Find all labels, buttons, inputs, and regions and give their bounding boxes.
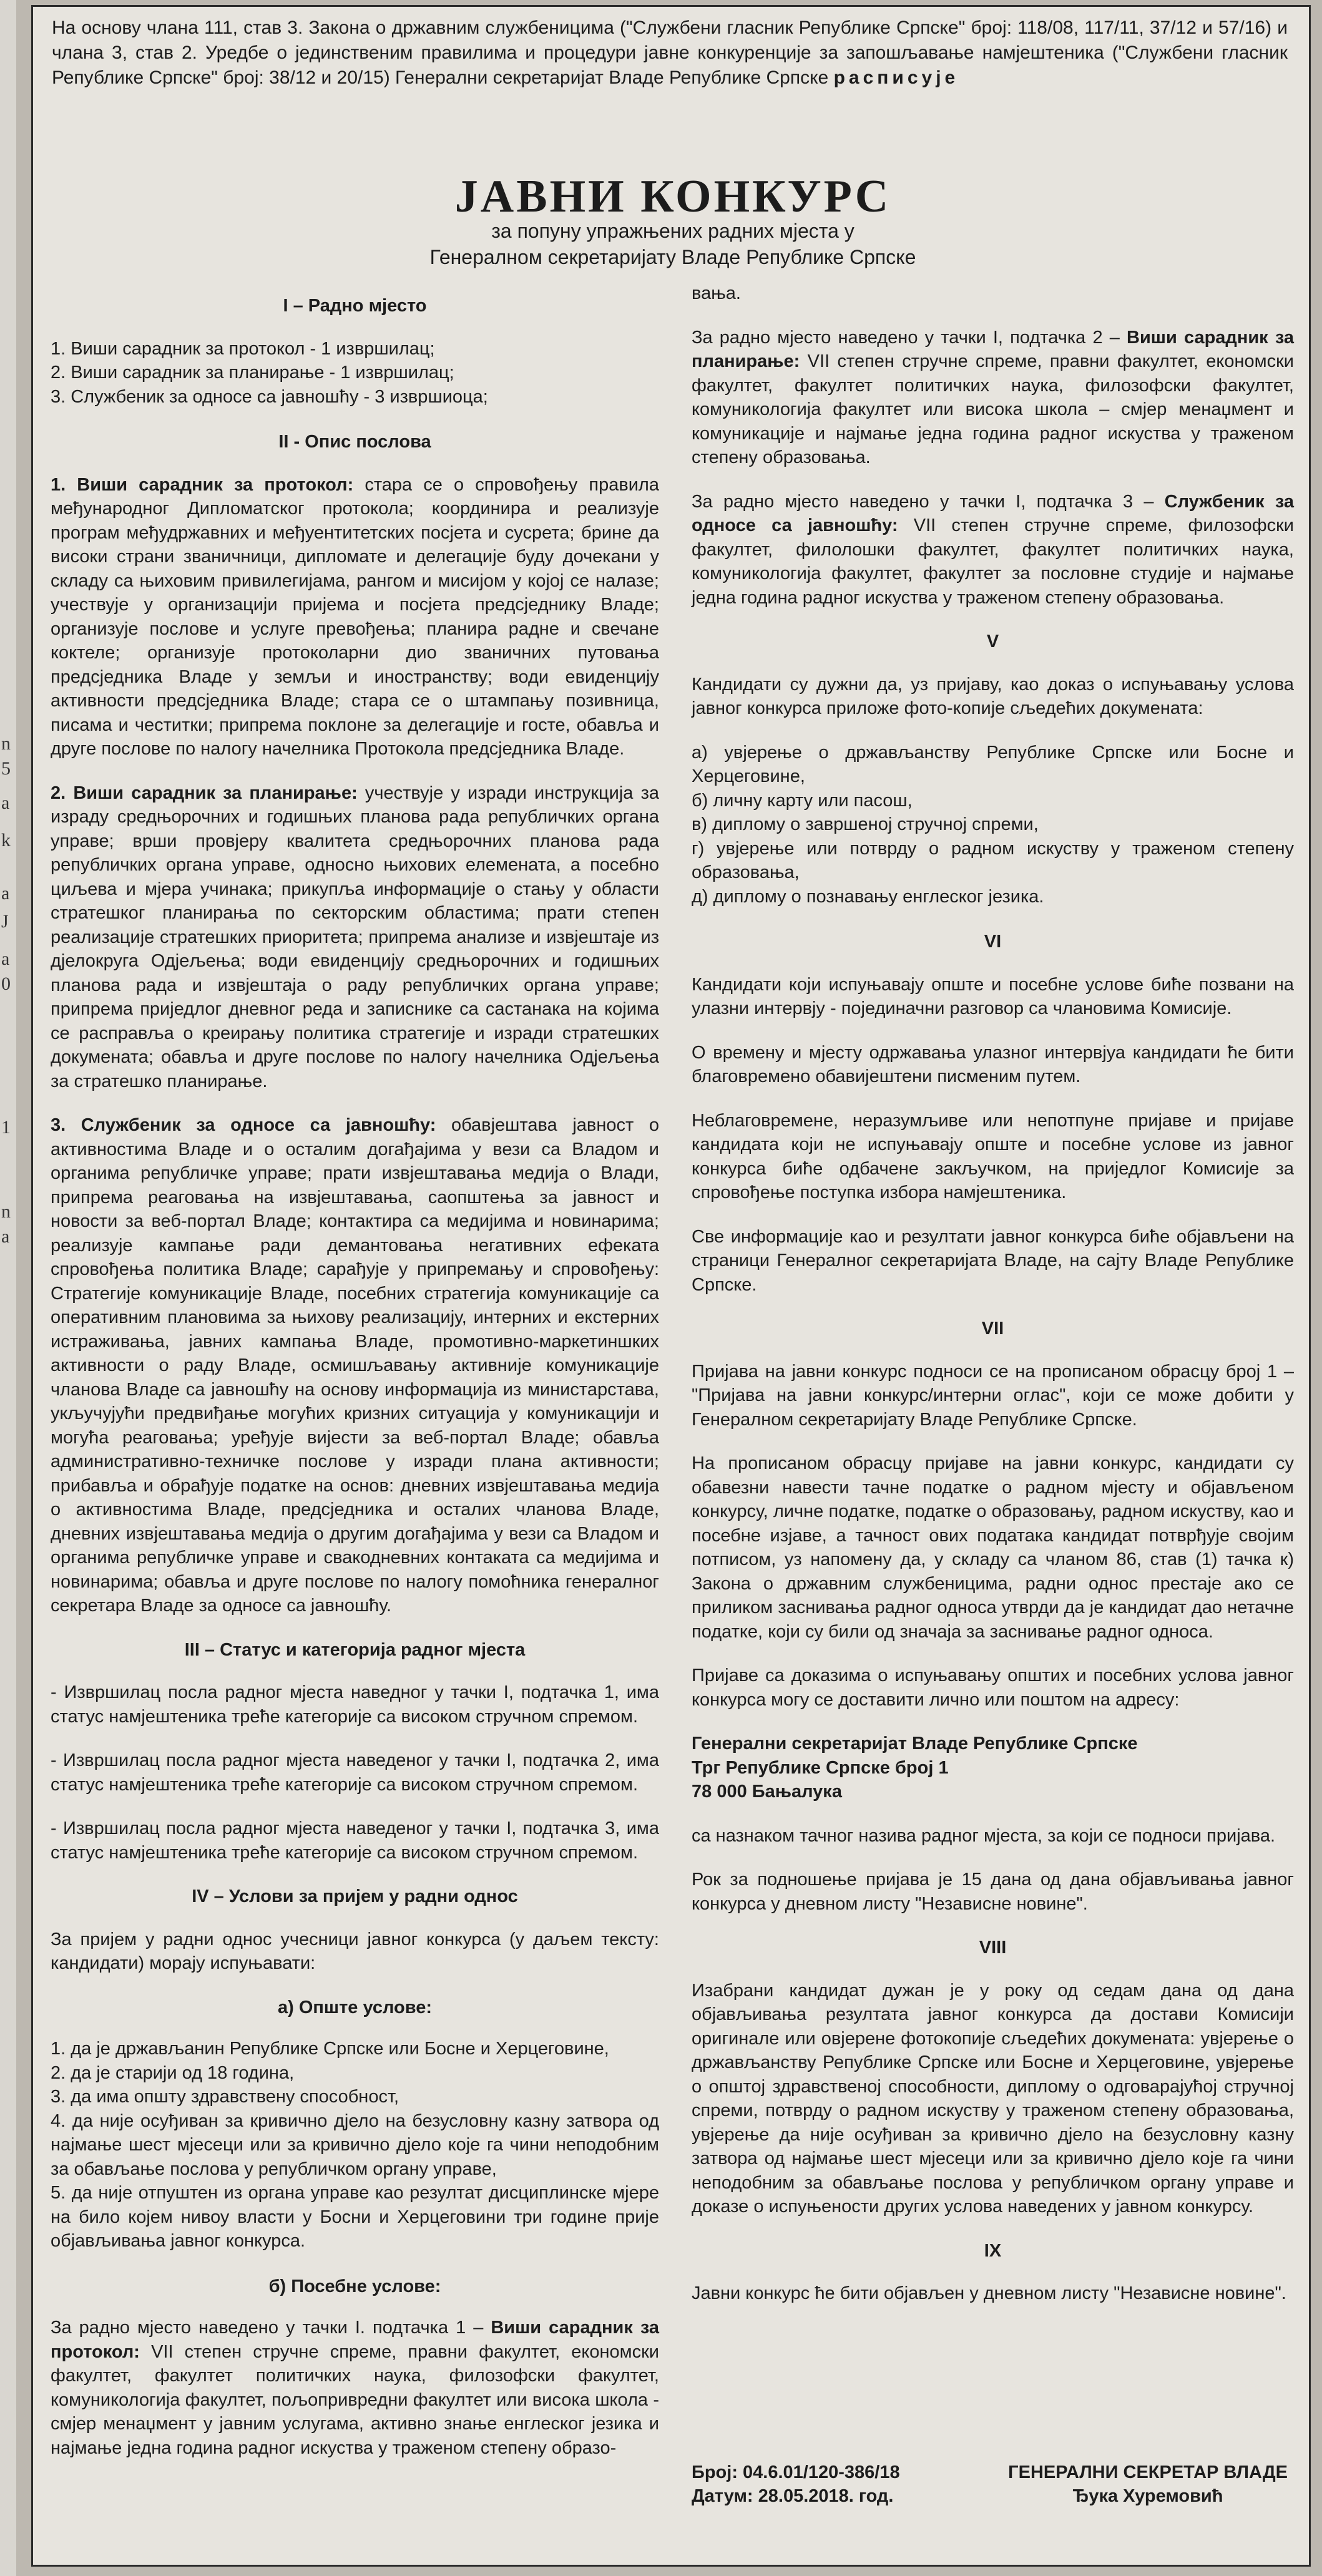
signer-name: Ђука Хуремовић	[1072, 2486, 1223, 2506]
list-item: 5. да није отпуштен из органа управе као резултат дисциплинске мјере на било којем нивоу власти у Босни и Херцеговини три године прије објављивања јавног конкурса.	[51, 2183, 659, 2251]
list-item: а) увјерење о држављанству Републике Српске или Босне и Херцеговине,	[692, 742, 1294, 786]
reference-number: Број: 04.6.01/120-386/18	[692, 2462, 900, 2482]
list-item: 3. да има општу здравствену способност,	[51, 2087, 399, 2107]
page-subtitle	[33, 218, 1311, 270]
section-vii-title: VII	[981, 1319, 1004, 1339]
duty-heading: 1. Виши сарадник за протокол:	[51, 474, 354, 495]
paragraph: Неблаговремене, неразумљиве или непотпуне пријаве и пријаве кандидата који не испуњавају опште и посебне услове из јавног конкурса биће одбачене закључком, на приједлог Комисије за спровођење поступка избора намјештеника.	[692, 1110, 1294, 1203]
paragraph: Пријава на јавни конкурс подноси се на прописаном обрасцу број 1 – "Пријава на јавни конкурс/интерни оглас", који се може добити у Генералном секретаријату Владе Републике Српске.	[692, 1361, 1294, 1430]
paragraph: Јавни конкурс ће бити објављен у дневном листу "Независне новине".	[692, 2283, 1286, 2303]
strip-char: 5	[1, 758, 11, 779]
condition-text: VII степен стручне спреме, правни факултет, економски факултет, факултет политичких наука, филозофски факултет, комуникологија факултет или висока школа – смјер менаџмент и комуникације и најмање једна година радног искуства у траженом степену образовања.	[692, 351, 1294, 467]
positions-list	[51, 337, 659, 409]
address-line: Генерални секретаријат Владе Републике Српске	[692, 1734, 1138, 1754]
list-item: д) диплому о познавању енглеског језика.	[692, 886, 1044, 907]
section-i-title: I – Радно мјесто	[283, 296, 427, 316]
duty-heading: 2. Виши сарадник за планирање:	[51, 783, 358, 803]
documents-list	[692, 741, 1294, 909]
strip-char: J	[1, 911, 9, 932]
strip-char: k	[1, 830, 11, 851]
section-v-title: V	[986, 632, 999, 651]
special-condition-3	[692, 490, 1294, 610]
section-ii-title: II - Опис послова	[278, 432, 431, 452]
right-column	[692, 281, 1294, 2326]
subtitle-line-1: за попуну упражњених радних мјеста у	[491, 220, 854, 242]
paragraph: О времену и мјесту одржавања улазног интервјуа кандидати ће бити благовремено обавијештени писменим путем.	[692, 1042, 1294, 1086]
paragraph: Све информације као и резултати јавног конкурса биће објављени на страници Генералног секретаријата Владе, на сајту Владе Републике Српске.	[692, 1226, 1294, 1295]
general-conditions-title: а) Опште услове:	[278, 1997, 432, 2017]
condition-prefix: За радно мјесто наведено у тачки I. подтачка 1 –	[51, 2318, 491, 2338]
list-item: в) диплому о завршеној стручној спреми,	[692, 814, 1039, 834]
condition-heading: Службеник за односе са јавношћу:	[692, 491, 1294, 535]
newspaper-announcement	[31, 5, 1311, 2567]
list-item: 4. да није осуђиван за кривично дјело на безусловну казну затвора од најмање шест мјесеци или за кривично дјело које га чини неподобним за обављање послова у републичком органу управе,	[51, 2110, 659, 2179]
strip-char: 1	[1, 1117, 11, 1138]
intro-action: расписује	[833, 67, 959, 88]
special-condition-1-continued: вања.	[692, 283, 741, 303]
list-item: 1. да је држављанин Републике Српске или Босне и Херцеговине,	[51, 2039, 609, 2059]
strip-char: a	[1, 949, 10, 969]
adjacent-page-strip	[0, 0, 16, 2576]
strip-char: a	[1, 793, 10, 813]
duty-text: стара се о спровођењу правила међународног Дипломатског протокола; координира и реализује програм међудржавних и међуентитетских посјета и сусрета; брине да високи страни званичници, дипломате и делегације буду дочекани у складу са њиховим привилегијама, рангом и мисијом у којој се налазе; учествује у организацији пријема и посјета предсједнику Владе; организује послове и услуге превођења; планира радне и свечане коктеле; организује протоколарни дио званичних путовања предсједника Владе у земљи и иностранству; води евиденцију активности предсједника Владе; стара се о штампању позивница, писама и честитки; припрема поклоне за делегације и госте, обавља и друге послове по налогу начелника Протокола предсједника Владе.	[51, 474, 659, 759]
section-viii-title: VIII	[979, 1938, 1007, 1958]
intro-text: На основу члана 111, став 3. Закона о државним службеницима ("Службени гласник Републике Српске" број: 118/08, 117/11, 37/12 и 57/16) и члана 3, став 2. Уредбе о јединственим правилима и процедури јавне конкуренције за запошљавање намјештеника ("Службени гласник Републике Српске" број: 38/12 и 20/15) Генерални секретаријат Владе Републике Српске	[52, 17, 1288, 88]
conditions-intro: За пријем у радни однос учесници јавног конкурса (у даљем тексту: кандидати) морају испуњавати:	[51, 1929, 659, 1973]
paragraph: са назнаком тачног назива радног мјеста, за који се подноси пријава.	[692, 1825, 1276, 1846]
page-title: ЈАВНИ КОНКУРС	[454, 171, 891, 222]
legal-basis-intro	[52, 16, 1288, 90]
duty-description-2	[51, 781, 659, 1094]
special-condition-1	[51, 2316, 659, 2460]
strip-char: n	[1, 733, 11, 754]
documents-intro: Кандидати су дужни да, уз пријаву, као доказ о испуњавању услова јавног конкурса приложе фото-копије сљедећих докумената:	[692, 674, 1294, 718]
left-column	[51, 281, 659, 2480]
signer-block	[1008, 2461, 1288, 2508]
section-iii-title: III – Статус и категорија радног мјеста	[184, 1639, 526, 1660]
duty-description-3	[51, 1113, 659, 1618]
strip-char: a	[1, 1226, 10, 1247]
general-conditions-list	[51, 2037, 659, 2253]
condition-prefix: За радно мјесто наведено у тачки I, подтачка 2 –	[692, 327, 1127, 348]
strip-char: n	[1, 1201, 11, 1222]
status-item: - Извршилац посла радног мјеста наведеног у тачки I, подтачка 2, има статус намјештеника треће категорије са високом стручном спремом.	[51, 1750, 659, 1795]
subtitle-line-2: Генералном секретаријату Владе Републике Српске	[429, 246, 916, 268]
list-item: 3. Службеник за односе са јавношћу - 3 извршиоца;	[51, 386, 488, 407]
special-conditions-title: б) Посебне услове:	[268, 2276, 441, 2296]
paragraph: На прописаном обрасцу пријаве на јавни конкурс, кандидати су обавезни навести тачне податке о радном мјесту и објављеном конкурсу, личне податке, податке о образовању, радном искуству, као и посебне изјаве, а тачност ових података кандидат потврђује својим потписом, уз напомену да, у складу са чланом 86, став (1) тачка к) Закона о државним службеницима, радни однос престаје ако се приликом заснивања радног односа утврди да је кандидат дао нетачне податке, који су били од значаја за заснивање радног односа.	[692, 1453, 1294, 1642]
mailing-address	[692, 1732, 1294, 1804]
duty-text: обавјештава јавност о активностима Владе и о осталим догађајима у вези са Владом и органима републичке управе; прати извјештавања медија о Влади, припрема реаговања на извјештавања, саопштења за јавност и новости за веб-портал Владе; контактира са медијима и новинарима; реализује кампање ради демантовања негативних ефеката спровођења политика Владе; сарађује у припремању и спровођењу: Стратегије комуникације Владе, посебних стратегија комуникације са оперативним плановима за њихову реализацију, интерних и екстерних истраживања, јавних кампања Владе, промотивно-маркетиншких активности о раду Владе, осмишљавању активније комуникације чланова Владе са јавношћу на основу информација из министарстава, укључујући предвиђање могућих кризних ситуација у комуникацији и могућа реаговања; уређује вијести за веб-портал Владе; обавља административно-техничке послове у изради плана активности; прибавља и обрађује податке на основ: дневних извјештавања медија о активностима Владе, предсједника и осталих чланова Владе, дневних извјештавања медија о другим догађајима у вези са Владом и органима републичке управе и свакодневних контаката са медијима и новинарима; обавља и друге послове по налогу помоћника генералног секретара Владе за односе са јавношћу.	[51, 1115, 659, 1616]
signer-title: ГЕНЕРАЛНИ СЕКРЕТАР ВЛАДЕ	[1008, 2462, 1288, 2482]
condition-text: VII степен стручне спреме, правни факултет, економски факултет, факултет политичких наука, филозофски факултет, комуникологија факултет, пољопривредни факултет или висока школа - смјер менаџмент у јавним услугама, активно знање енглеског језика и најмање једна година радног искуства у траженом степену образо-	[51, 2341, 659, 2458]
strip-char: a	[1, 883, 10, 904]
address-line: 78 000 Бањалука	[692, 1782, 842, 1802]
address-line: Трг Републике Српске број 1	[692, 1757, 949, 1778]
condition-text: VII степен стручне спреме, филозофски факултет, филолошки факултет, факултет политичких наука, комуникологија факултет, факултет за пословне студије и најмање једна година радног искуства у траженом степену образовања.	[692, 515, 1294, 608]
duty-text: учествује у изради инструкција за израду средњорочних и годишњих планова рада републичких органа управе; врши провјеру квалитета средњорочних планова рада републичких органа управе, односно њихових елемената, а посебно циљева и мјера учинака; прикупља информације о стању у области стратешког планирања по секторским областима; прати степен реализације стратешких приоритета; припрема анализе и извјештаје из дјелокруга Одјељења; води евиденцију средњорочних и годишњих планова рада и извјештаја о раду републичких органа управе; припрема приједлог дневног реда и записнике са састанака на којима се расправља о креирању политика стратегије и изради стратешких докумената; обавља и друге послове по налогу начелника Одјељења за стратешко планирање.	[51, 783, 659, 1091]
list-item: б) личну карту или пасош,	[692, 790, 913, 811]
duty-description-1	[51, 473, 659, 761]
strip-char: 0	[1, 973, 11, 994]
special-condition-2	[692, 326, 1294, 470]
paragraph: Пријаве са доказима о испуњавању општих и посебних услова јавног конкурса могу се доставити лично или поштом на адресу:	[692, 1666, 1294, 1710]
condition-heading: Виши сарадник за планирање:	[692, 327, 1295, 371]
list-item: 2. Виши сарадник за планирање - 1 извршилац;	[51, 363, 454, 383]
list-item: г) увјерење или потврду о радном искуству у траженом степену образовања,	[692, 838, 1294, 882]
paragraph: Кандидати који испуњавају опште и посебне услове биће позвани на улазни интервју - појединачни разговор са члановима Комисије.	[692, 974, 1294, 1018]
section-iv-title: IV – Услови за пријем у радни однос	[192, 1886, 518, 1906]
section-vi-title: VI	[984, 932, 1002, 952]
list-item: 1. Виши сарадник за протокол - 1 извршилац;	[51, 338, 435, 359]
section-ix-title: IX	[984, 2240, 1002, 2261]
reference-block	[692, 2461, 900, 2508]
condition-prefix: За радно мјесто наведено у тачки I, подтачка 3 –	[692, 491, 1165, 512]
paragraph: Рок за подношење пријава је 15 дана од дана објављивања јавног конкурса у дневном листу "Независне новине".	[692, 1870, 1294, 1914]
paragraph: Изабрани кандидат дужан је у року од седам дана од дана објављивања резултата јавног конкурса да достави Комисији оригинале или овјерене фотокопије сљедећих докумената: увјерење о држављанству Републике Српске или Босне и Херцеговине, увјерење о општој здравственој способности, диплому о одговарајућој стручној спреми, потврду о радном искуству у траженом степену образовања, увјерење да није осуђиван за кривично дјело на безусловну казну затвора од најмање шест мјесеци или за кривично дјело које га чини неподобним за обављање послова у републичком органу управе и доказе о испуњености других услова наведених у јавном конкурсу.	[692, 1980, 1294, 2217]
status-item: - Извршилац посла радног мјеста наведеног у тачки I, подтачка 3, има статус намјештеника треће категорије са високом стручном спремом.	[51, 1818, 659, 1863]
duty-heading: 3. Службеник за односе са јавношћу:	[51, 1115, 436, 1135]
condition-heading: Виши сарадник за протокол:	[51, 2318, 659, 2362]
reference-date: Датум: 28.05.2018. год.	[692, 2486, 894, 2506]
status-item: - Извршилац посла радног мјеста наведног у тачки I, подтачка 1, има статус намјештеника треће категорије са високом стручном спремом.	[51, 1682, 659, 1727]
list-item: 2. да је старији од 18 година,	[51, 2062, 295, 2083]
